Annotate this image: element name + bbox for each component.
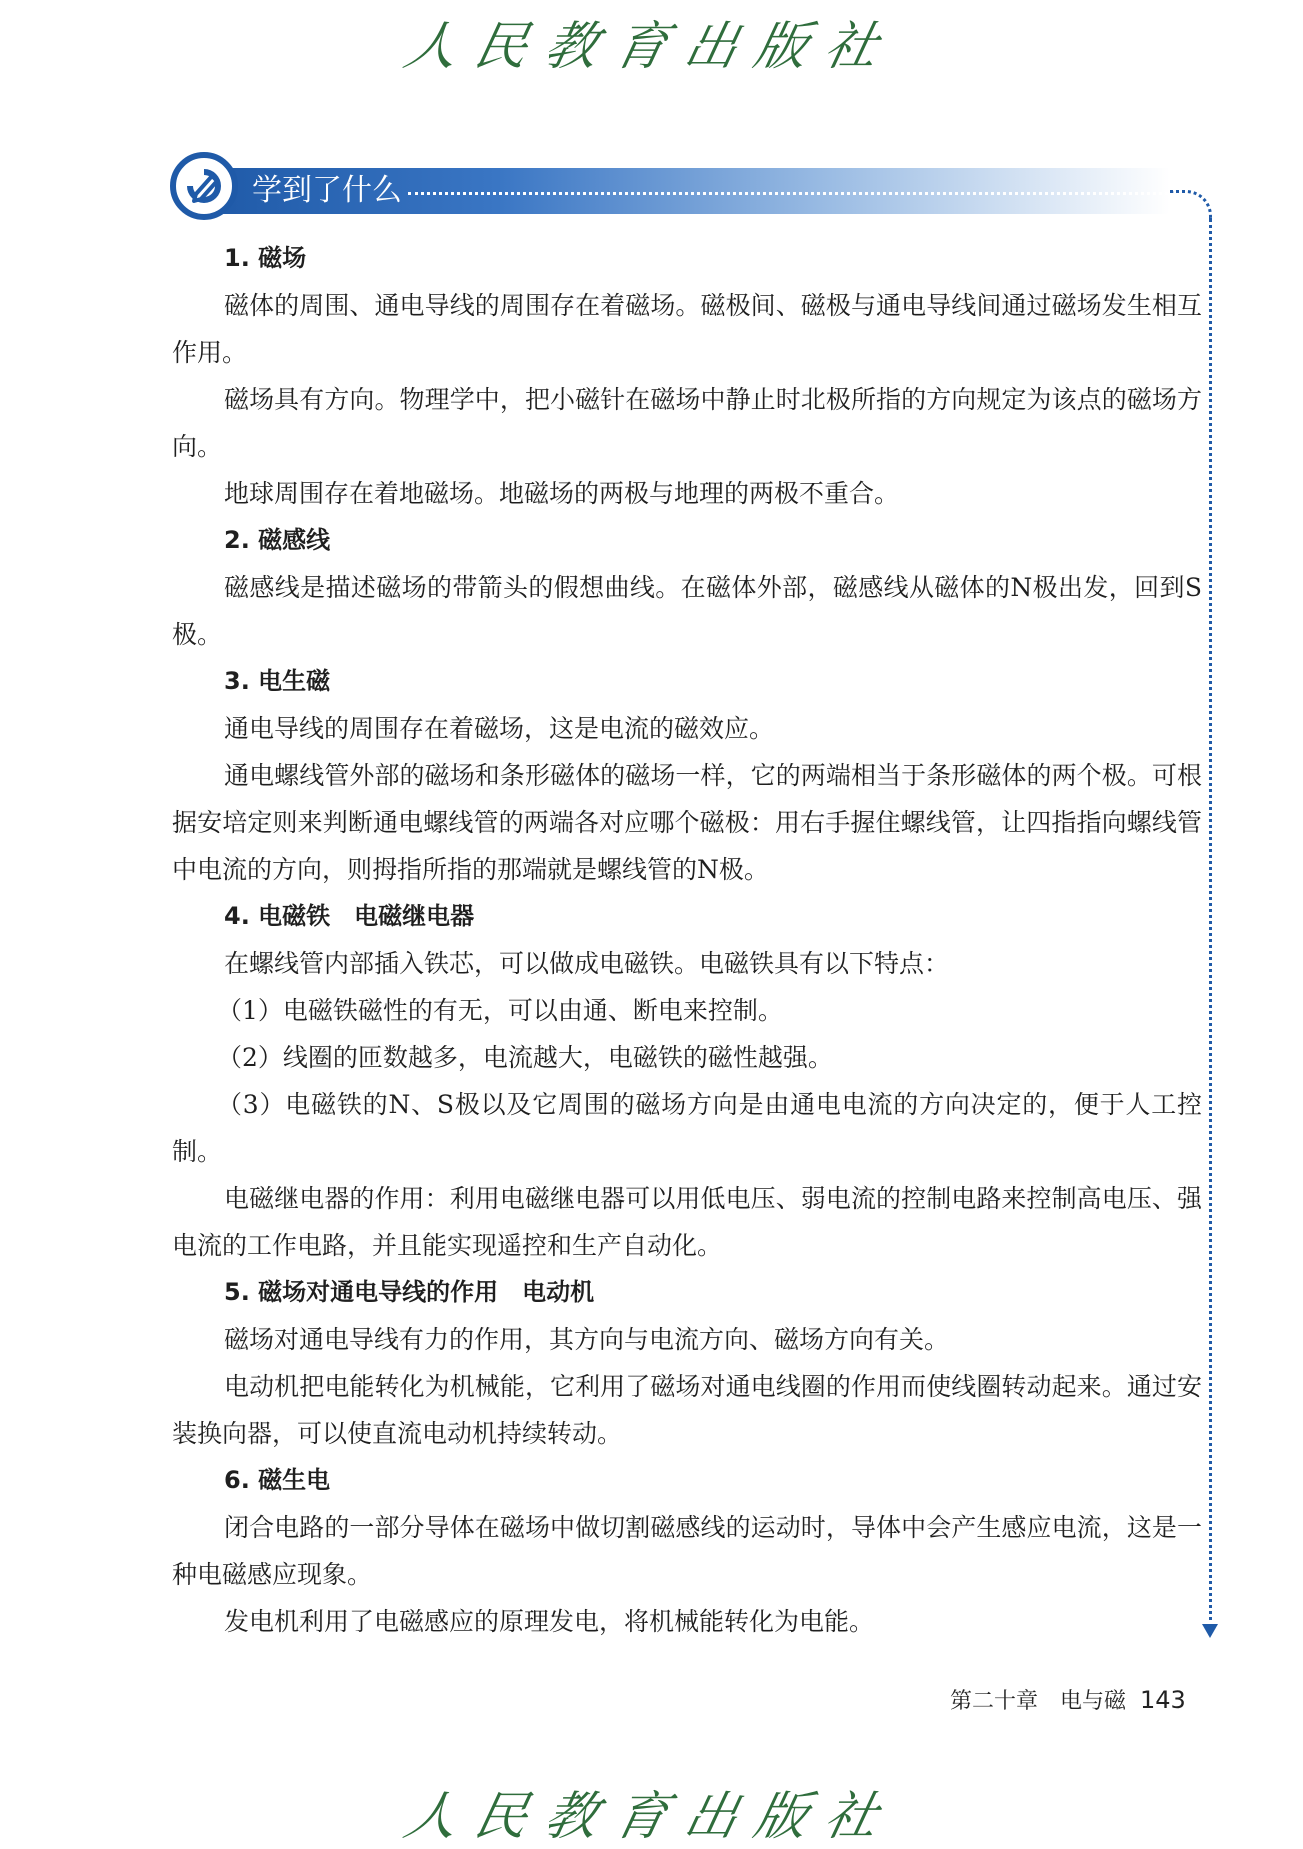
page-number: 143 [1140, 1686, 1186, 1714]
section-title: 学到了什么 [252, 173, 402, 208]
list-item: （2）线圈的匝数越多，电流越大，电磁铁的磁性越强。 [217, 1043, 833, 1072]
flow-line [1209, 218, 1212, 1628]
page-footer [950, 1684, 1186, 1715]
paragraph: 磁场对通电导线有力的作用，其方向与电流方向、磁场方向有关。 [224, 1325, 950, 1354]
paragraph: 电磁继电器的作用：利用电磁继电器可以用低电压、弱电流的控制电路来控制高电压、强电流的工作电路，并且能实现遥控和生产自动化。 [172, 1184, 1202, 1260]
list-item: （3）电磁铁的N、S极以及它周围的磁场方向是由通电电流的方向决定的，便于人工控制。 [172, 1090, 1202, 1166]
topic-heading: 4. 电磁铁 电磁继电器 [224, 902, 475, 930]
topic-heading: 6. 磁生电 [224, 1466, 331, 1494]
header-dotted-line [408, 192, 1168, 195]
paragraph: 发电机利用了电磁感应的原理发电，将机械能转化为电能。 [224, 1607, 875, 1636]
topic-heading: 3. 电生磁 [224, 667, 331, 695]
paragraph: 磁感线是描述磁场的带箭头的假想曲线。在磁体外部，磁感线从磁体的N极出发，回到S极。 [172, 573, 1202, 649]
publisher-logo-top: 人民教育出版社 [398, 17, 902, 77]
topic-heading: 1. 磁场 [224, 244, 307, 272]
publisher-logo-bottom: 人民教育出版社 [398, 1787, 902, 1847]
topic-heading: 5. 磁场对通电导线的作用 电动机 [224, 1278, 595, 1306]
paragraph: 通电螺线管外部的磁场和条形磁体的磁场一样，它的两端相当于条形磁体的两个极。可根据安培定则来判断通电螺线管的两端各对应哪个磁极：用右手握住螺线管，让四指指向螺线管中电流的方向，则拇指所指的那端就是螺线管的N极。 [172, 761, 1202, 884]
summary-content [172, 235, 1202, 1645]
flow-connector [1170, 190, 1212, 220]
paragraph: 电动机把电能转化为机械能，它利用了磁场对通电线圈的作用而使线圈转动起来。通过安装换向器，可以使直流电动机持续转动。 [172, 1372, 1202, 1448]
paragraph: 磁体的周围、通电导线的周围存在着磁场。磁极间、磁极与通电导线间通过磁场发生相互作用。 [172, 291, 1202, 367]
pencil-icon [170, 152, 238, 220]
list-item: （1）电磁铁磁性的有无，可以由通、断电来控制。 [217, 996, 783, 1025]
section-header [170, 152, 1180, 224]
paragraph: 在螺线管内部插入铁芯，可以做成电磁铁。电磁铁具有以下特点： [224, 949, 950, 978]
paragraph: 通电导线的周围存在着磁场，这是电流的磁效应。 [224, 714, 775, 743]
paragraph: 磁场具有方向。物理学中，把小磁针在磁场中静止时北极所指的方向规定为该点的磁场方向。 [172, 385, 1202, 461]
arrow-down-icon [1202, 1624, 1218, 1638]
topic-heading: 2. 磁感线 [224, 526, 331, 554]
paragraph: 地球周围存在着地磁场。地磁场的两极与地理的两极不重合。 [224, 479, 900, 508]
paragraph: 闭合电路的一部分导体在磁场中做切割磁感线的运动时，导体中会产生感应电流，这是一种电磁感应现象。 [172, 1513, 1202, 1589]
chapter-label: 第二十章 电与磁 [950, 1689, 1127, 1714]
